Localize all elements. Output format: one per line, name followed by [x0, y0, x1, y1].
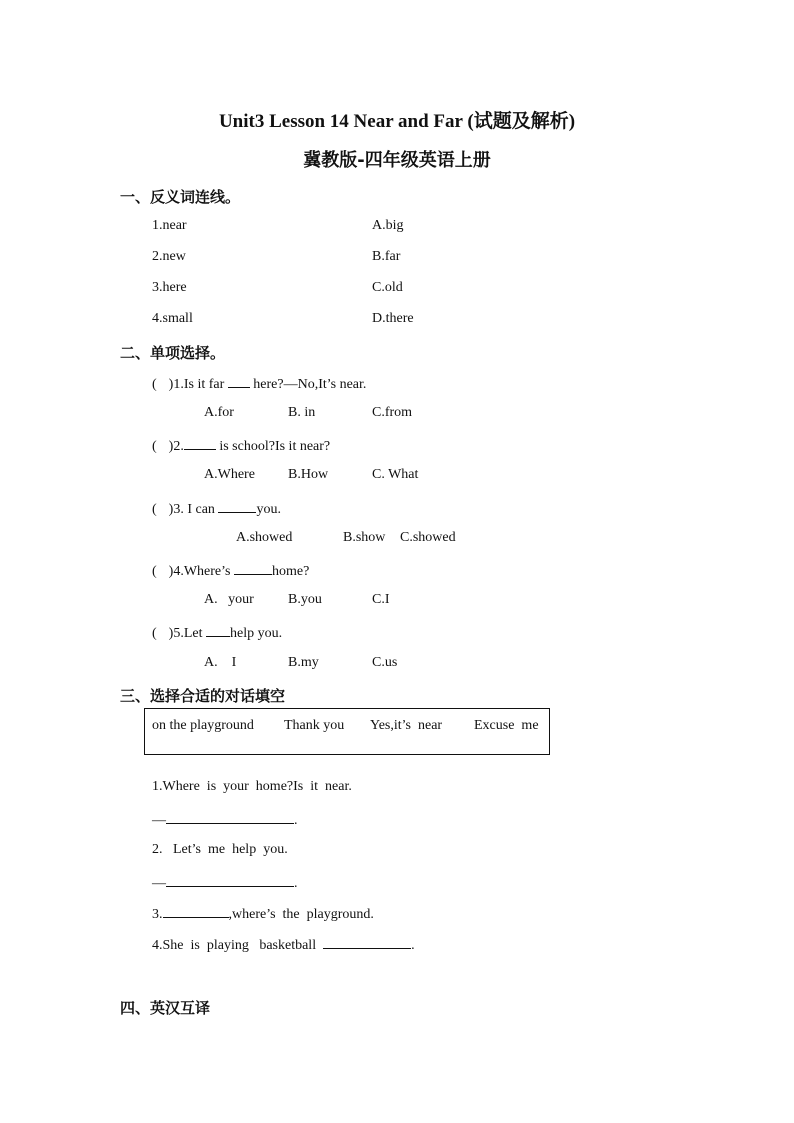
option-b: B.my — [288, 655, 319, 670]
dash: — — [152, 813, 166, 828]
answer-paren-open: ( — [152, 564, 157, 579]
question-text-end: help you. — [230, 626, 283, 641]
question-text: 1.Is it far — [173, 377, 225, 392]
option-c: C.us — [372, 655, 398, 670]
question-text: 2. — [173, 439, 184, 454]
section1-heading: 一、反义词连线。 — [120, 188, 241, 206]
section4-heading: 四、英汉互译 — [120, 999, 211, 1017]
answer-paren-open: ( — [152, 439, 157, 454]
question-text-end: here?—No,It’s near. — [253, 377, 367, 392]
page-title: Unit3 Lesson 14 Near and Far (试题及解析) — [218, 111, 576, 132]
period: . — [294, 876, 298, 891]
question-text: 4.Where’s — [173, 564, 231, 579]
answer-paren-close: ) — [168, 626, 174, 641]
option-c: C.showed — [400, 530, 456, 545]
option-c: C. What — [372, 467, 419, 482]
answer-blank[interactable] — [234, 561, 272, 575]
question-text: 4.She is playing basketball — [152, 938, 317, 953]
option-c: C.I — [372, 592, 390, 607]
question-1 — [152, 374, 366, 393]
match-left-4: 4.small — [152, 311, 193, 326]
dialog-q1: 1.Where is your home?Is it near. — [152, 779, 352, 794]
option-a: A.for — [204, 405, 234, 420]
answer-paren-close: ) — [168, 377, 174, 392]
dialog-q4 — [152, 935, 415, 954]
question-text-end: home? — [272, 564, 310, 579]
answer-paren-open: ( — [152, 502, 157, 517]
word-bank-item: Yes,it’s near — [370, 718, 443, 733]
option-a: A. I — [204, 655, 237, 670]
period: . — [411, 938, 415, 953]
match-right-4: D.there — [372, 311, 414, 326]
question-text: ,where’s the playground. — [228, 907, 374, 922]
answer-paren-close: ) — [168, 439, 174, 454]
section3-heading: 三、选择合适的对话填空 — [120, 687, 286, 705]
answer-blank[interactable] — [184, 436, 216, 450]
option-a: A.Where — [204, 467, 255, 482]
question-text-end: is school?Is it near? — [219, 439, 331, 454]
option-b: B.How — [288, 467, 329, 482]
question-2 — [152, 436, 330, 455]
option-c: C.from — [372, 405, 413, 420]
answer-paren-close: ) — [168, 502, 174, 517]
dialog-a2 — [152, 873, 298, 892]
question-text-end: you. — [256, 502, 281, 517]
word-bank-item: Thank you — [284, 718, 345, 733]
match-left-1: 1.near — [152, 218, 187, 233]
answer-blank[interactable] — [163, 904, 229, 918]
page-subtitle: 冀教版-四年级英语上册 — [303, 150, 491, 171]
answer-blank[interactable] — [166, 810, 294, 824]
question-text: 5.Let — [173, 626, 203, 641]
match-right-3: C.old — [372, 280, 403, 295]
dialog-q2: 2. Let’s me help you. — [152, 842, 288, 857]
answer-paren-close: ) — [168, 564, 174, 579]
answer-blank[interactable] — [323, 935, 411, 949]
question-5 — [152, 623, 282, 642]
answer-paren-open: ( — [152, 626, 157, 641]
option-b: B. in — [288, 405, 316, 420]
answer-blank[interactable] — [166, 873, 294, 887]
option-a: A. your — [204, 592, 254, 607]
answer-paren-open: ( — [152, 377, 157, 392]
dash: — — [152, 876, 166, 891]
dialog-a1 — [152, 810, 298, 829]
answer-blank[interactable] — [218, 499, 256, 513]
period: . — [294, 813, 298, 828]
match-left-3: 3.here — [152, 280, 187, 295]
option-b: B.show — [343, 530, 386, 545]
answer-blank[interactable] — [228, 374, 250, 388]
match-left-2: 2.new — [152, 249, 186, 264]
question-text: 3. I can — [173, 502, 215, 517]
dialog-q3 — [152, 904, 374, 923]
word-bank-item: Excuse me — [474, 718, 539, 733]
question-4 — [152, 561, 309, 580]
match-right-2: B.far — [372, 249, 401, 264]
question-number: 3. — [152, 907, 163, 922]
word-bank-item: on the playground — [152, 718, 254, 733]
match-right-1: A.big — [372, 218, 404, 233]
question-3 — [152, 499, 281, 518]
option-a: A.showed — [236, 530, 293, 545]
option-b: B.you — [288, 592, 322, 607]
section2-heading: 二、单项选择。 — [120, 344, 226, 362]
answer-blank[interactable] — [206, 623, 230, 637]
